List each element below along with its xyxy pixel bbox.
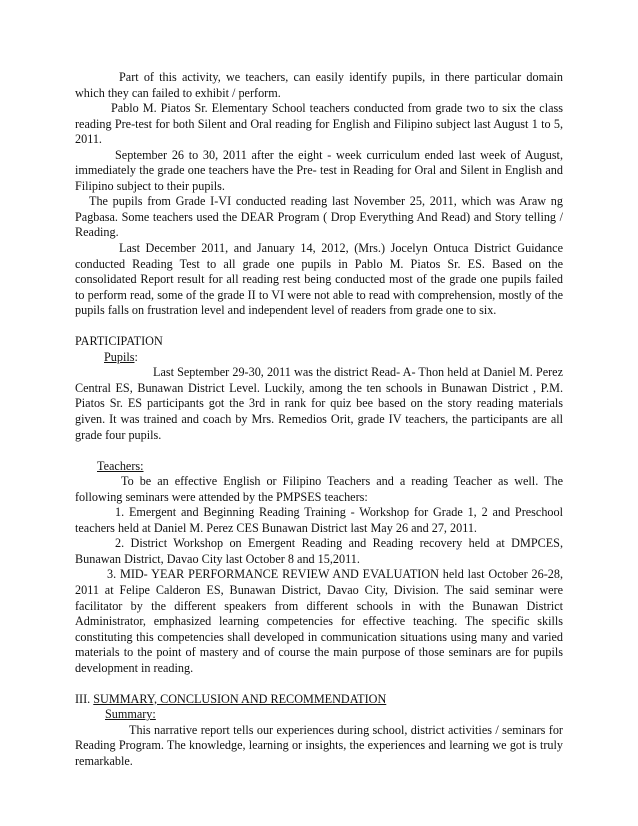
section-spacer	[75, 676, 563, 692]
pupils-label: Pupils	[104, 349, 135, 364]
pupils-subheading	[75, 350, 563, 366]
section-numeral: III.	[75, 691, 94, 706]
teachers-subheading: Teachers:	[97, 458, 144, 473]
intro-paragraph-2: Pablo M. Piatos Sr. Elementary School teachers conducted from grade two to six the class reading Pre-test for both Silent and Oral reading for English and Filipino subject last August 1 to 5, 2011.	[75, 101, 563, 147]
section-spacer	[75, 443, 563, 459]
intro-paragraph-5: Last December 2011, and January 14, 2012, (Mrs.) Jocelyn Ontuca District Guidance conducted Reading Test to all grade one pupils in Pablo M. Piatos Sr. ES. Based on the consolidated Report result for all reading rest being conducted most of the grade one pupils failed to perform read, some of the grade II to VI were not able to read with comprehension, mostly of the pupils falls on frustration level and independent level of readers from grade one to six.	[75, 241, 563, 318]
section-spacer	[75, 319, 563, 335]
intro-paragraph-3: September 26 to 30, 2011 after the eight - week curriculum ended last week of August, immediately the grade one teachers have the Pre- test in Reading for Oral and Silent in English and Filipino subject to their pupils.	[75, 147, 563, 193]
document-page	[75, 70, 563, 769]
teachers-intro-paragraph: To be an effective English or Filipino Teachers and a reading Teacher as well. The following seminars were attended by the PMPSES teachers:	[75, 474, 563, 504]
pupils-paragraph: Last September 29-30, 2011 was the district Read- A- Thon held at Daniel M. Perez Central ES, Bunawan District Level. Luckily, among the ten schools in Bunawan District , P.M. Piatos Sr. ES participants got the 3rd in rank for quiz bee based on the story reading materials given. It was trained and coach by Mrs. Remedios Orit, grade IV teachers, the participants are all grade four pupils.	[75, 365, 563, 442]
summary-subheading: Summary:	[105, 707, 156, 722]
intro-paragraph-4: The pupils from Grade I-VI conducted reading last November 25, 2011, which was Araw ng Pagbasa. Some teachers used the DEAR Program ( Drop Everything And Read) and Story telling / Reading.	[75, 194, 563, 240]
summary-section-title: SUMMARY, CONCLUSION AND RECOMMENDATION	[93, 691, 387, 706]
seminar-item-2: 2. District Workshop on Emergent Reading and Reading recovery held at DMPCES, Bunawan District, Davao City last October 8 and 15,2011.	[75, 536, 563, 566]
participation-heading: PARTICIPATION	[75, 334, 163, 349]
summary-paragraph: This narrative report tells our experiences during school, district activities / seminars for Reading Program. The knowledge, learning or insights, the experiences and learning we got is truly remarkable.	[75, 722, 563, 768]
seminar-item-1: 1. Emergent and Beginning Reading Training - Workshop for Grade 1, 2 and Preschool teachers held at Daniel M. Perez CES Bunawan District last May 26 and 27, 2011.	[75, 505, 563, 535]
summary-section-heading	[75, 692, 563, 708]
pupils-colon: :	[134, 349, 138, 364]
seminar-item-3: 3. MID- YEAR PERFORMANCE REVIEW AND EVALUATION held last October 26-28, 2011 at Felipe Calderon ES, Bunawan District, Davao City, Division. The said seminar were facilitator by the different speakers from different schools in with the Bunawan District Administrator, emphasized learning competencies for effective teaching. The specific skills constituting this competencies shall developed in communication situations using many and varied materials to the point of mastery and of course the main purpose of those seminars are for pupils development in reading.	[75, 567, 563, 675]
intro-paragraph-1: Part of this activity, we teachers, can easily identify pupils, in there particular domain which they can failed to exhibit / perform.	[75, 70, 563, 100]
